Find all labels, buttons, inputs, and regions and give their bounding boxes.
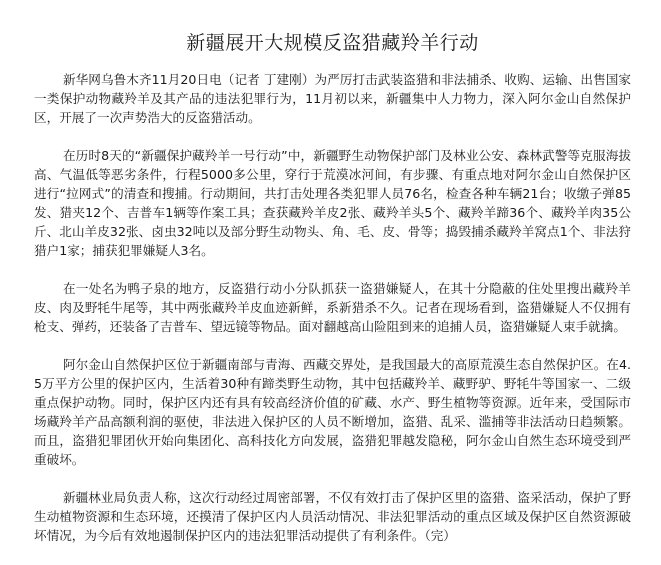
article-paragraph-4: 阿尔金山自然保护区位于新疆南部与青海、西藏交界处，是我国最大的高原荒漠生态自然保护区。在4.5万平方公里的保护区内，生活着30种有蹄类野生动物，其中包括藏羚羊、藏野驴、野牦牛等国家一、二级重点保护动物。同时，保护区内还有具有较高经济价值的矿藏、水产、野生植物等资源。近年来，受国际市场藏羚羊产品高额利润的驱使，非法进入保护区的人员不断增加，盗猎、乱采、滥捕等非法活动日趋频繁。而且，盗猎犯罪团伙开始向集团化、高科技化方向发展，盗猎犯罪越发隐秘，阿尔金山自然生态环境受到严重破坏。 — [34, 357, 631, 467]
paragraph-spacer — [34, 336, 631, 355]
article-paragraph-3: 在一处名为鸭子泉的地方，反盗猎行动小分队抓获一盗猎嫌疑人，在其十分隐蔽的住处里搜出藏羚羊皮、肉及野牦牛尾等，其中两张藏羚羊皮血迹新鲜，系新猎杀不久。记者在现场看到，盗猎嫌疑人不仅拥有枪支、弹药，还装备了吉普车、望远镜等物品。面对翻越高山险阻到来的追捕人员，盗猎嫌疑人束手就擒。 — [34, 281, 631, 334]
article-paragraph-1: 新华网乌鲁木齐11月20日电（记者 丁建刚）为严厉打击武装盗猎和非法捕杀、收购、运输、出售国家一类保护动物藏羚羊及其产品的违法犯罪行为，11月初以来，新疆集中人力物力，深入阿尔金山自然保护区，开展了一次声势浩大的反盗猎活动。 — [34, 72, 631, 125]
article-headline: 新疆展开大规模反盗猎藏羚羊行动 — [186, 32, 479, 54]
article-paragraph-2: 在历时8天的“新疆保护藏羚羊一号行动”中，新疆野生动物保护部门及林业公安、森林武警等克服海拔高、气温低等恶劣条件，行程5000多公里，穿行于荒漠冰河间，有步骤、有重点地对阿尔金山自然保护区进行“拉网式”的清查和搜捕。行动期间，共打击处理各类犯罪人员76名，检查各种车辆21台；收缴子弹85发、猎夹12个、吉普车1辆等作案工具；查获藏羚羊皮2张、藏羚羊头5个、藏羚羊蹄36个、藏羚羊肉35公斤、北山羊皮32张、卤虫32吨以及部分野生动物头、角、毛、皮、骨等；捣毁捕杀藏羚羊窝点1个、非法狩猎户1家；捕获犯罪嫌疑人3名。 — [34, 148, 631, 258]
paragraph-spacer — [34, 127, 631, 146]
paragraph-spacer — [34, 469, 631, 488]
paragraph-spacer — [34, 260, 631, 279]
article-paragraph-5: 新疆林业局负责人称，这次行动经过周密部署，不仅有效打击了保护区里的盗猎、盗采活动，保护了野生动植物资源和生态环境，还摸清了保护区内人员活动情况、非法犯罪活动的重点区域及保护区自然资源破坏情况，为今后有效地遏制保护区内的违法犯罪活动提供了有利条件。（完） — [34, 490, 631, 543]
